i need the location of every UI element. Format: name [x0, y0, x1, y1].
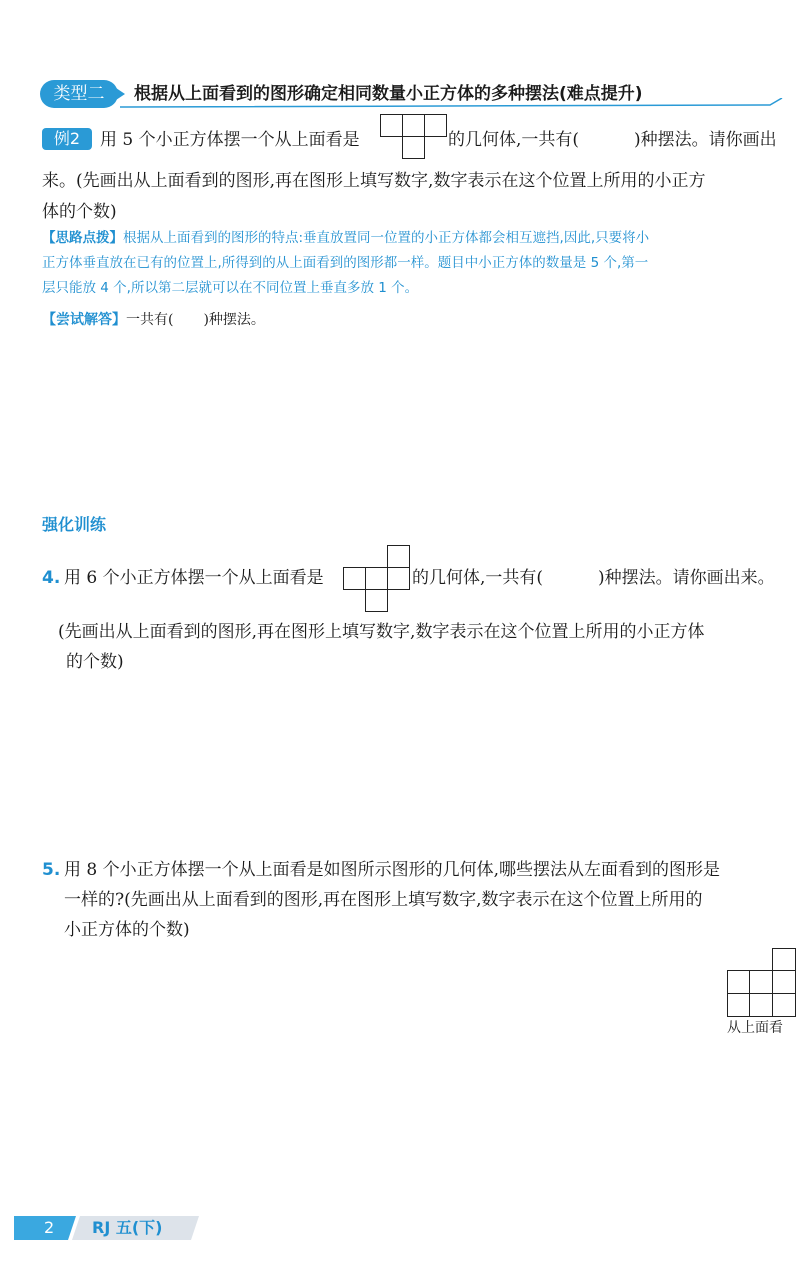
- q5-line3: 小正方体的个数): [64, 920, 190, 940]
- hint-line1: 根据从上面看到的图形的特点:垂直放置同一位置的小正方体都会相互遮挡,因此,只要将小: [123, 230, 650, 246]
- q4-top-view-figure: [343, 545, 413, 613]
- q5-number: 5.: [42, 860, 61, 880]
- page-number: 2: [44, 1218, 55, 1237]
- q4-line1-b: 的几何体,一共有(: [412, 568, 544, 588]
- hint-label: 【思路点拨】: [42, 230, 123, 246]
- q4-line3: 的个数): [66, 652, 124, 672]
- attempt-text-b: )种摆法。: [203, 312, 265, 328]
- q5-line1: 用 8 个小正方体摆一个从上面看是如图所示图形的几何体,哪些摆法从左面看到的图形是: [64, 860, 721, 880]
- q5-figure-caption: 从上面看: [727, 1020, 783, 1036]
- edition-label: RJ 五(下): [92, 1218, 163, 1237]
- example-line1-c: )种摆法。请你画出: [634, 130, 777, 150]
- q5-top-view-figure: [727, 948, 800, 1018]
- section-header: [40, 80, 785, 108]
- example-line3: 体的个数): [42, 202, 117, 222]
- example-line1-a: 用 5 个小正方体摆一个从上面看是: [100, 130, 360, 150]
- hint-line3: 层只能放 4 个,所以第二层就可以在不同位置上垂直多放 1 个。: [42, 280, 419, 296]
- section-underline: [120, 98, 785, 110]
- attempt-text-a: 一共有(: [126, 312, 174, 328]
- section-title: 根据从上面看到的图形确定相同数量小正方体的多种摆法(难点提升): [134, 84, 643, 104]
- example-top-view-figure: [380, 114, 446, 160]
- hint-block: [42, 229, 649, 247]
- q4-line1-a: 用 6 个小正方体摆一个从上面看是: [64, 568, 324, 588]
- training-heading: 强化训练: [42, 515, 107, 534]
- example-line1-b: 的几何体,一共有(: [448, 130, 580, 150]
- example-badge-label: 例2: [53, 129, 81, 148]
- attempt-line: [42, 310, 265, 330]
- footer-bar: [14, 1216, 199, 1240]
- hint-line2: 正方体垂直放在已有的位置上,所得到的从上面看到的图形都一样。题目中小正方体的数量是 5 个,第一: [42, 255, 649, 271]
- q4-number: 4.: [42, 568, 61, 588]
- q4-line2: (先画出从上面看到的图形,再在图形上填写数字,数字表示在这个位置上所用的小正方体: [58, 622, 705, 642]
- section-tag-label: 类型二: [53, 84, 105, 104]
- q4-line1-c: )种摆法。请你画出来。: [598, 568, 775, 588]
- example-line2: 来。(先画出从上面看到的图形,再在图形上填写数字,数字表示在这个位置上所用的小正方: [42, 171, 706, 191]
- attempt-label: 【尝试解答】: [42, 312, 126, 328]
- q5-line2: 一样的?(先画出从上面看到的图形,再在图形上填写数字,数字表示在这个位置上所用的: [64, 890, 703, 910]
